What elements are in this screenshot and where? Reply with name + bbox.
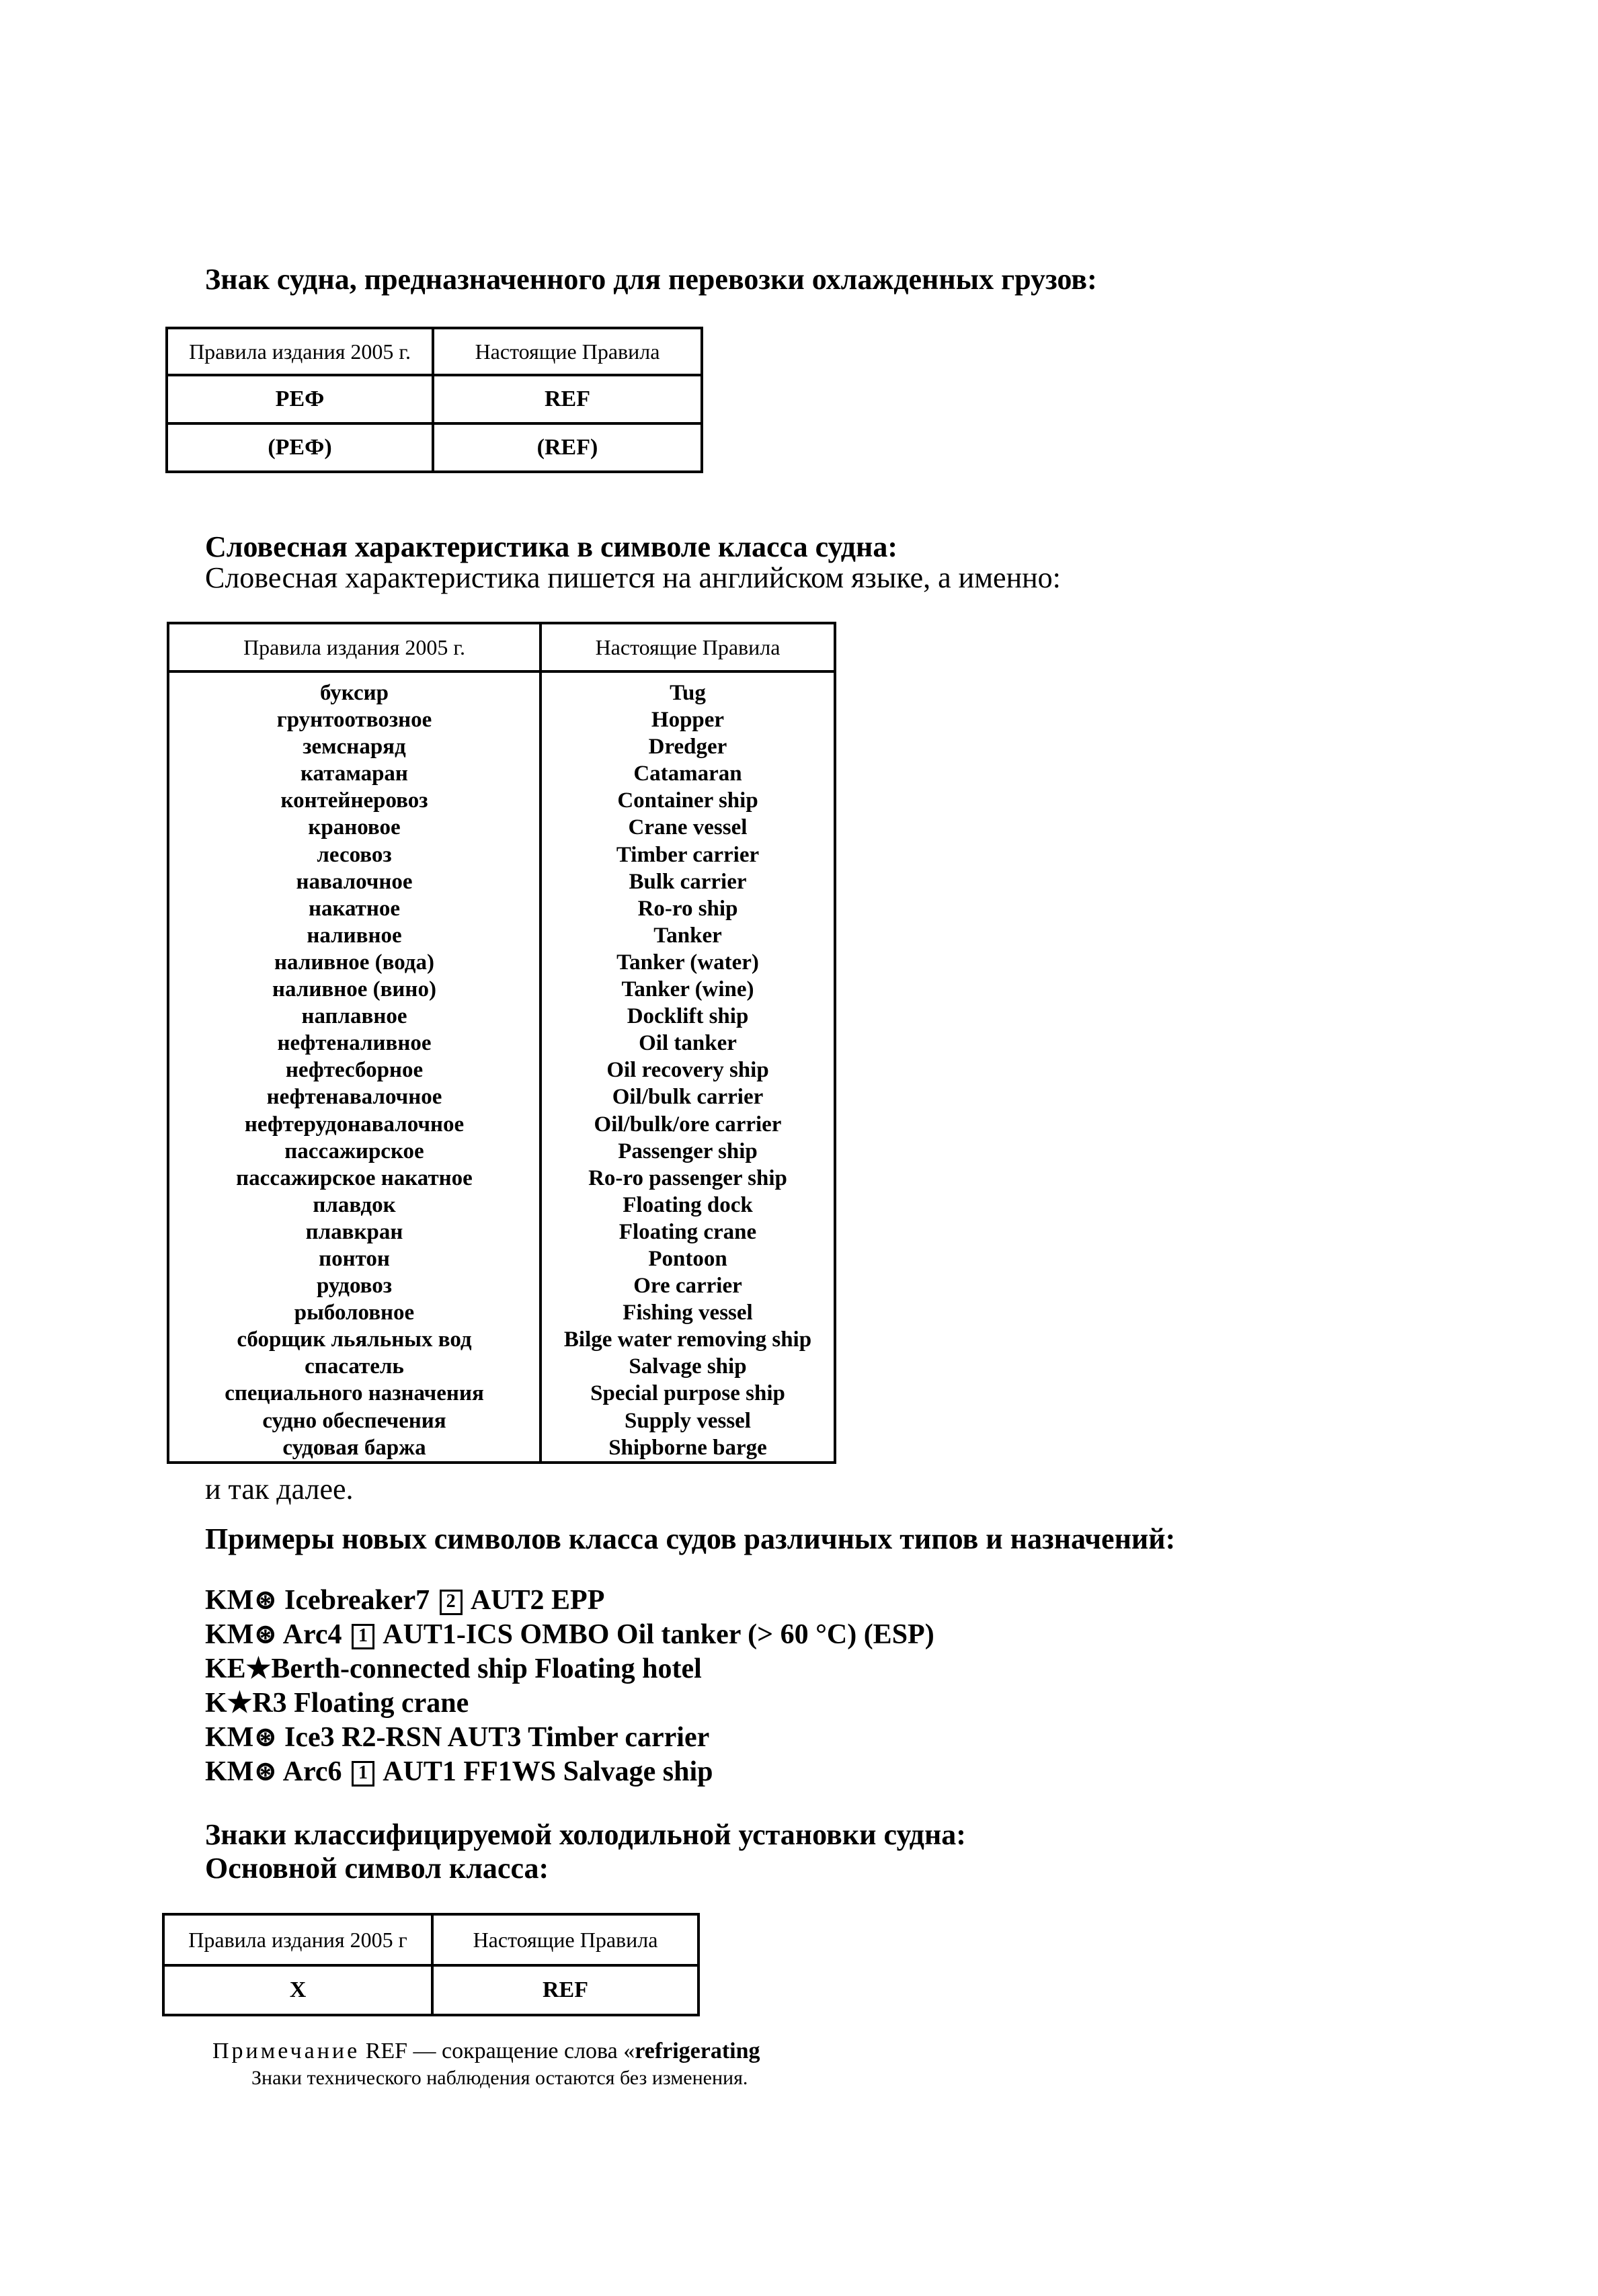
table-cell: (РЕФ) — [167, 423, 433, 472]
heading-class-symbol-examples: Примеры новых символов класса судов различных типов и назначений: — [205, 1522, 1176, 1555]
example-line — [205, 1652, 934, 1686]
list-item: наливное — [307, 923, 402, 948]
list-item: крановое — [308, 815, 401, 840]
list-item: лесовоз — [317, 842, 392, 867]
table-cell: (REF) — [433, 423, 702, 472]
example-symbol-text: K★R3 Floating crane — [205, 1688, 469, 1719]
table-header: Настоящие Правила — [432, 1914, 698, 1965]
example-line — [205, 1721, 934, 1755]
list-item: накатное — [308, 896, 401, 921]
old-terms-column — [168, 671, 541, 1463]
note-text-bold: refrigerating — [635, 2039, 760, 2063]
list-item: Ro-ro ship — [637, 896, 738, 921]
boxed-digit: 1 — [352, 1761, 374, 1787]
table-header: Настоящие Правила — [541, 623, 835, 671]
list-item: Bulk carrier — [629, 869, 747, 894]
list-item: Tanker (wine) — [621, 977, 754, 1002]
list-item: Salvage ship — [629, 1354, 747, 1379]
list-item: земснаряд — [303, 735, 406, 760]
table-verbal-characteristics — [167, 622, 836, 1464]
list-item: навалочное — [296, 869, 413, 894]
list-item: Oil recovery ship — [606, 1058, 769, 1083]
list-item: судно обеспечения — [262, 1408, 446, 1433]
example-line — [205, 1618, 934, 1652]
list-item: плавкран — [305, 1219, 403, 1244]
list-item: Ore carrier — [633, 1274, 742, 1299]
list-item: специального назначения — [225, 1381, 484, 1406]
note-line-2: Знаки технического наблюдения остаются без изменения. — [251, 2067, 748, 2089]
list-item: судовая баржа — [282, 1435, 426, 1460]
example-symbol-text: KM⊛ Icebreaker7 — [205, 1585, 430, 1616]
example-symbol-text: AUT2 EPP — [470, 1585, 605, 1616]
table-header: Настоящие Правила — [433, 328, 702, 375]
list-item: Tanker — [653, 923, 722, 948]
list-item: нефтенавалочное — [266, 1085, 442, 1110]
list-item: Supply vessel — [625, 1408, 751, 1433]
etc-text: и так далее. — [205, 1473, 354, 1506]
subheading-verbal-characteristic: Словесная характеристика пишется на английском языке, а именно: — [205, 561, 1061, 594]
example-symbol-text: KE★Berth-connected ship Floating hotel — [205, 1653, 702, 1684]
list-item: контейнеровоз — [280, 788, 428, 813]
list-item: наплавное — [301, 1004, 407, 1029]
list-item: Crane vessel — [628, 815, 748, 840]
list-item: спасатель — [305, 1354, 404, 1379]
boxed-digit: 2 — [440, 1590, 463, 1615]
example-symbol-text: KM⊛ Ice3 R2-RSN AUT3 Timber carrier — [205, 1722, 710, 1753]
list-item: Ro-ro passenger ship — [588, 1165, 787, 1190]
list-item: Tug — [670, 681, 706, 705]
list-item: нефтеналивное — [277, 1031, 432, 1056]
subheading-main-class-symbol: Основной символ класса: — [205, 1852, 549, 1885]
list-item: нефтерудонавалочное — [244, 1112, 465, 1137]
list-item: Catamaran — [633, 762, 742, 786]
list-item: Oil/bulk carrier — [612, 1085, 764, 1110]
table-cell: X — [163, 1965, 432, 2015]
note-text: REF — сокращение слова « — [365, 2039, 635, 2063]
list-item: Hopper — [651, 708, 725, 733]
table-header: Правила издания 2005 г — [163, 1914, 432, 1965]
list-item: нефтесборное — [285, 1058, 424, 1083]
class-symbol-examples — [205, 1584, 934, 1789]
table-refrigerated-marks — [165, 327, 703, 473]
list-item: Bilge water removing ship — [563, 1327, 812, 1352]
example-symbol-text: KM⊛ Arc4 — [205, 1619, 342, 1650]
heading-verbal-characteristic: Словесная характеристика в символе класса судна: — [205, 530, 898, 563]
list-item: Shipborne barge — [608, 1435, 767, 1460]
list-item: рыболовное — [294, 1301, 415, 1325]
list-item: Fishing vessel — [623, 1301, 753, 1325]
list-item: рудовоз — [316, 1274, 393, 1299]
list-item: катамаран — [301, 762, 408, 786]
example-line — [205, 1686, 934, 1721]
table-header: Правила издания 2005 г. — [167, 328, 433, 375]
list-item: буксир — [320, 681, 389, 705]
note-label: Примечание — [212, 2039, 360, 2063]
example-line — [205, 1584, 934, 1618]
list-item: сборщик льяльных вод — [237, 1327, 472, 1352]
list-item: наливное (вода) — [274, 950, 434, 975]
example-symbol-text: AUT1-ICS OMBO Oil tanker (> 60 °C) (ESP) — [383, 1619, 934, 1650]
boxed-digit: 1 — [352, 1624, 374, 1649]
heading-refrigerated-cargo: Знак судна, предназначенного для перевозки охлажденных грузов: — [205, 263, 1097, 296]
note-line-1 — [212, 2038, 760, 2065]
list-item: Pontoon — [648, 1246, 727, 1271]
list-item: грунтоотвозное — [276, 708, 432, 733]
list-item: Container ship — [617, 788, 758, 813]
list-item: Passenger ship — [618, 1139, 758, 1163]
example-line — [205, 1755, 934, 1789]
list-item: Special purpose ship — [590, 1381, 785, 1406]
list-item: Timber carrier — [616, 842, 760, 867]
table-cell: REF — [433, 375, 702, 423]
table-cell: REF — [432, 1965, 698, 2015]
list-item: Floating crane — [618, 1219, 757, 1244]
table-cell: РЕФ — [167, 375, 433, 423]
list-item: Docklift ship — [627, 1004, 749, 1029]
list-item: понтон — [319, 1246, 390, 1271]
heading-refrigerating-plant-marks: Знаки классифицируемой холодильной установки судна: — [205, 1818, 966, 1851]
table-refrigerating-plant-symbol — [162, 1913, 700, 2016]
table-header: Правила издания 2005 г. — [168, 623, 541, 671]
list-item: пассажирское — [284, 1139, 424, 1163]
list-item: Dredger — [648, 735, 727, 760]
list-item: пассажирское накатное — [236, 1165, 473, 1190]
list-item: Oil tanker — [639, 1031, 737, 1056]
new-terms-column — [541, 671, 835, 1463]
list-item: Tanker (water) — [616, 950, 759, 975]
list-item: Floating dock — [623, 1192, 753, 1217]
example-symbol-text: KM⊛ Arc6 — [205, 1756, 342, 1787]
list-item: Oil/bulk/ore carrier — [594, 1112, 782, 1137]
list-item: наливное (вино) — [272, 977, 436, 1002]
list-item: плавдок — [313, 1192, 396, 1217]
example-symbol-text: AUT1 FF1WS Salvage ship — [383, 1756, 713, 1787]
